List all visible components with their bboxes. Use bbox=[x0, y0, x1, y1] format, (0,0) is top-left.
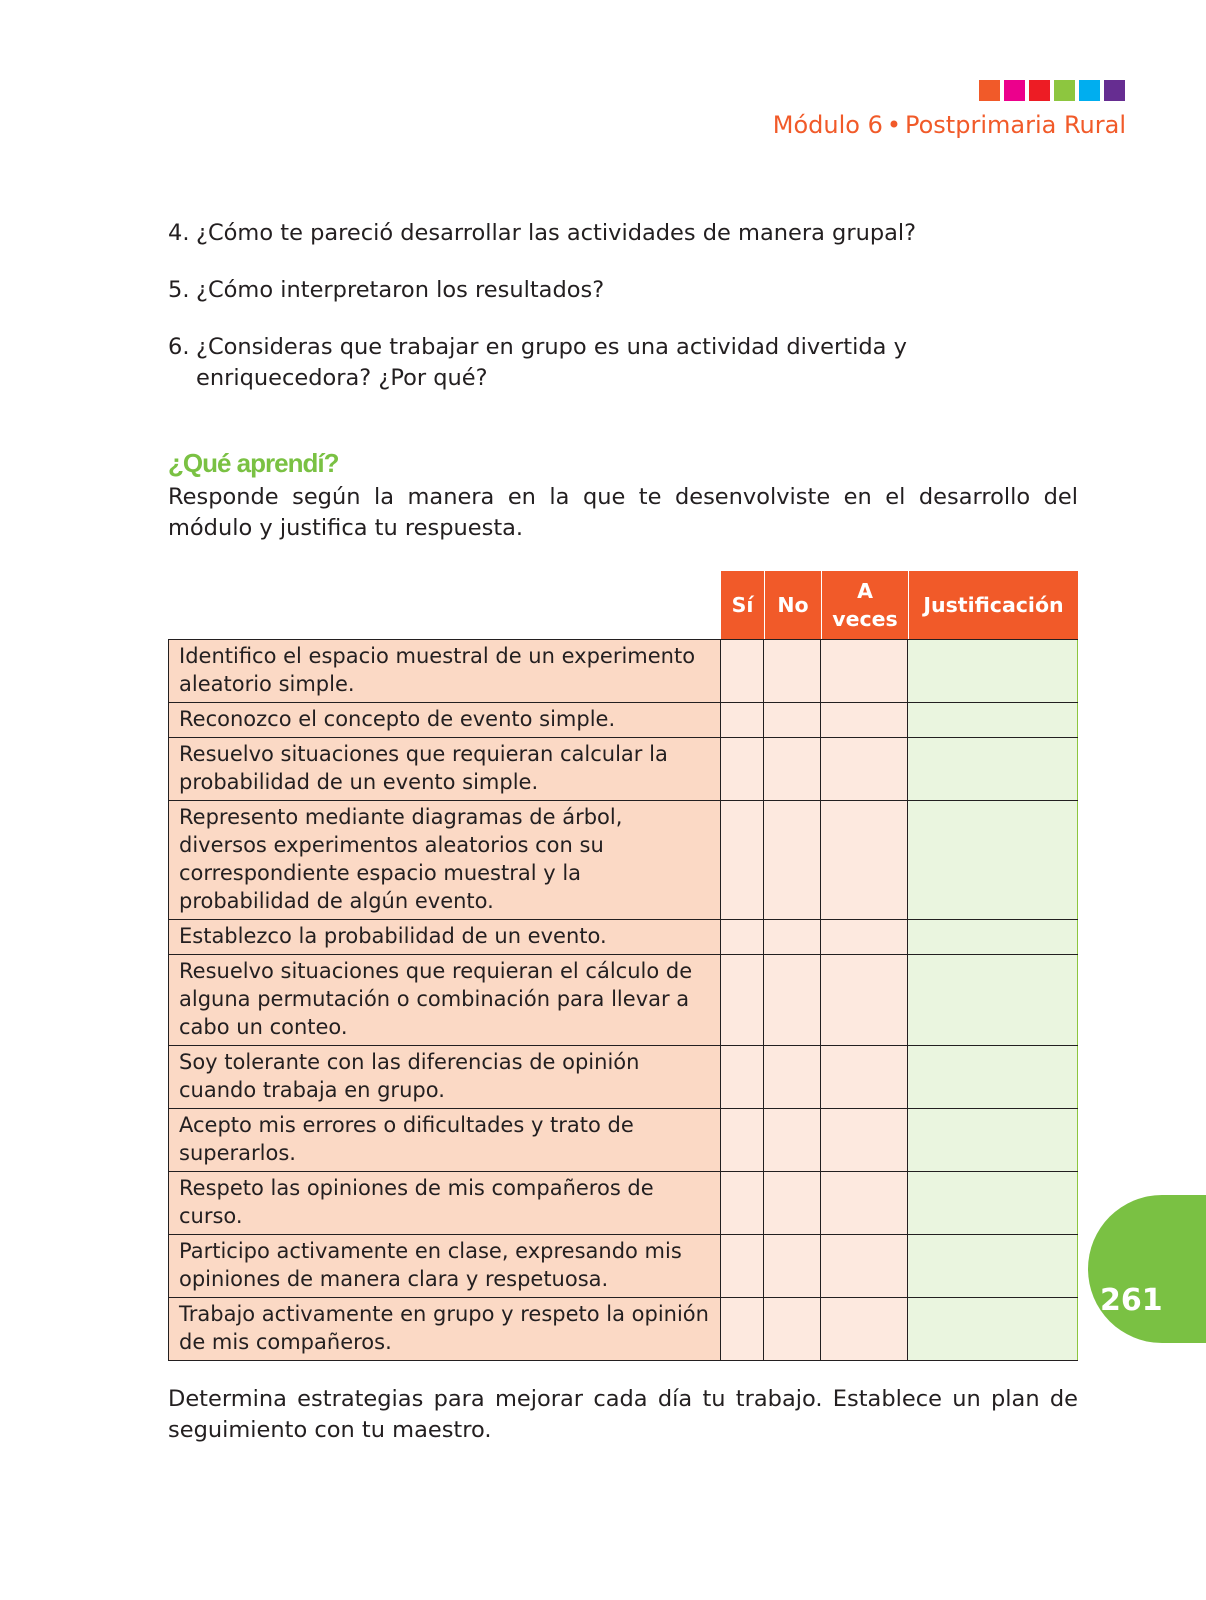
table-row bbox=[168, 640, 1078, 702]
criterion-cell: Identifico el espacio muestral de un experimento aleatorio simple. bbox=[168, 640, 721, 702]
justification-cell[interactable] bbox=[908, 1046, 1078, 1108]
section-title: ¿Qué aprendí? bbox=[168, 448, 339, 478]
criterion-cell: Acepto mis errores o dificultades y trato de superarlos. bbox=[168, 1109, 721, 1171]
si-cell[interactable] bbox=[721, 920, 764, 954]
color-square bbox=[1029, 80, 1050, 101]
question-text: ¿Cómo te pareció desarrollar las actividades de manera grupal? bbox=[196, 220, 917, 246]
no-cell[interactable] bbox=[764, 738, 821, 800]
header-a-veces: A veces bbox=[821, 571, 908, 639]
a-veces-cell[interactable] bbox=[821, 955, 908, 1045]
si-cell[interactable] bbox=[721, 1046, 764, 1108]
a-veces-cell[interactable] bbox=[821, 703, 908, 737]
criterion-cell: Reconozco el concepto de evento simple. bbox=[168, 703, 721, 737]
table-row bbox=[168, 800, 1078, 919]
question-list bbox=[168, 218, 1078, 394]
si-cell[interactable] bbox=[721, 1235, 764, 1297]
si-cell[interactable] bbox=[721, 1109, 764, 1171]
no-cell[interactable] bbox=[764, 1235, 821, 1297]
question-number: 6. bbox=[168, 334, 190, 360]
justification-cell[interactable] bbox=[908, 703, 1078, 737]
criterion-cell: Establezco la probabilidad de un evento. bbox=[168, 920, 721, 954]
no-cell[interactable] bbox=[764, 1298, 821, 1360]
justification-cell[interactable] bbox=[908, 1298, 1078, 1360]
question-item bbox=[168, 218, 1078, 249]
justification-cell[interactable] bbox=[908, 1109, 1078, 1171]
table-row bbox=[168, 954, 1078, 1045]
question-text: ¿Cómo interpretaron los resultados? bbox=[196, 277, 605, 303]
justification-cell[interactable] bbox=[908, 801, 1078, 919]
justification-cell[interactable] bbox=[908, 738, 1078, 800]
question-text: ¿Consideras que trabajar en grupo es una actividad divertida y enriquecedora? ¿Por qué? bbox=[196, 334, 907, 391]
table-body bbox=[168, 639, 1078, 1361]
justification-cell[interactable] bbox=[908, 920, 1078, 954]
program-label: Postprimaria Rural bbox=[905, 111, 1126, 139]
criterion-cell: Trabajo activamente en grupo y respeto la opinión de mis compañeros. bbox=[168, 1298, 721, 1360]
si-cell[interactable] bbox=[721, 1298, 764, 1360]
no-cell[interactable] bbox=[764, 920, 821, 954]
justification-cell[interactable] bbox=[908, 955, 1078, 1045]
table-row bbox=[168, 1234, 1078, 1297]
justification-cell[interactable] bbox=[908, 640, 1078, 702]
a-veces-cell[interactable] bbox=[821, 1172, 908, 1234]
section-intro: Responde según la manera en la que te desenvolviste en el desarrollo del módulo y justifica tu respuesta. bbox=[168, 484, 1078, 541]
header-bullet: • bbox=[886, 111, 901, 139]
table-header-row bbox=[168, 571, 1078, 639]
criterion-cell: Respeto las opiniones de mis compañeros de curso. bbox=[168, 1172, 721, 1234]
criterion-cell: Resuelvo situaciones que requieran el cálculo de alguna permutación o combinación para llevar a cabo un conteo. bbox=[168, 955, 721, 1045]
no-cell[interactable] bbox=[764, 1172, 821, 1234]
table-row bbox=[168, 737, 1078, 800]
criterion-cell: Resuelvo situaciones que requieran calcular la probabilidad de un evento simple. bbox=[168, 738, 721, 800]
a-veces-cell[interactable] bbox=[821, 1235, 908, 1297]
si-cell[interactable] bbox=[721, 801, 764, 919]
no-cell[interactable] bbox=[764, 703, 821, 737]
closing-text: Determina estrategias para mejorar cada día tu trabajo. Establece un plan de seguimiento con tu maestro. bbox=[168, 1386, 1078, 1443]
header-justificacion: Justificación bbox=[908, 571, 1078, 639]
criterion-cell: Soy tolerante con las diferencias de opinión cuando trabaja en grupo. bbox=[168, 1046, 721, 1108]
header-no: No bbox=[764, 571, 821, 639]
color-square bbox=[1054, 80, 1075, 101]
question-item bbox=[168, 332, 1078, 394]
si-cell[interactable] bbox=[721, 1172, 764, 1234]
si-cell[interactable] bbox=[721, 738, 764, 800]
page-tab bbox=[1088, 1195, 1206, 1343]
module-header bbox=[773, 111, 1126, 139]
color-square bbox=[1079, 80, 1100, 101]
color-square bbox=[1104, 80, 1125, 101]
si-cell[interactable] bbox=[721, 703, 764, 737]
color-square bbox=[1004, 80, 1025, 101]
self-assessment-table bbox=[168, 571, 1078, 1361]
no-cell[interactable] bbox=[764, 1046, 821, 1108]
a-veces-cell[interactable] bbox=[821, 738, 908, 800]
a-veces-cell[interactable] bbox=[821, 1109, 908, 1171]
no-cell[interactable] bbox=[764, 640, 821, 702]
header-si: Sí bbox=[721, 571, 764, 639]
color-square bbox=[979, 80, 1000, 101]
a-veces-cell[interactable] bbox=[821, 920, 908, 954]
color-squares bbox=[979, 80, 1125, 101]
table-row bbox=[168, 1171, 1078, 1234]
criterion-cell: Participo activamente en clase, expresando mis opiniones de manera clara y respetuosa. bbox=[168, 1235, 721, 1297]
si-cell[interactable] bbox=[721, 955, 764, 1045]
no-cell[interactable] bbox=[764, 955, 821, 1045]
no-cell[interactable] bbox=[764, 801, 821, 919]
a-veces-cell[interactable] bbox=[821, 640, 908, 702]
no-cell[interactable] bbox=[764, 1109, 821, 1171]
question-number: 4. bbox=[168, 220, 190, 246]
table-row bbox=[168, 919, 1078, 954]
module-label: Módulo 6 bbox=[772, 111, 883, 139]
table-row bbox=[168, 702, 1078, 737]
a-veces-cell[interactable] bbox=[821, 1046, 908, 1108]
table-row bbox=[168, 1045, 1078, 1108]
table-row bbox=[168, 1297, 1078, 1360]
table-row bbox=[168, 1108, 1078, 1171]
a-veces-cell[interactable] bbox=[821, 1298, 908, 1360]
page-number: 261 bbox=[1100, 1283, 1163, 1318]
criterion-cell: Represento mediante diagramas de árbol, diversos experimentos aleatorios con su correspondiente espacio muestral y la probabilidad de algún evento. bbox=[168, 801, 721, 919]
a-veces-cell[interactable] bbox=[821, 801, 908, 919]
question-item bbox=[168, 275, 1078, 306]
justification-cell[interactable] bbox=[908, 1172, 1078, 1234]
header-spacer bbox=[168, 571, 721, 639]
question-number: 5. bbox=[168, 277, 190, 303]
si-cell[interactable] bbox=[721, 640, 764, 702]
justification-cell[interactable] bbox=[908, 1235, 1078, 1297]
